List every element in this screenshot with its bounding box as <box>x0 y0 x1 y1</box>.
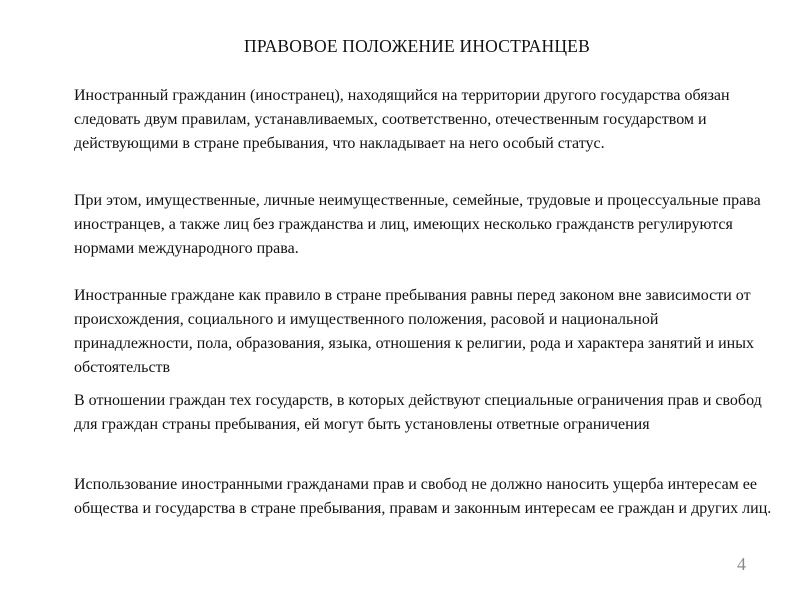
slide-title: ПРАВОВОЕ ПОЛОЖЕНИЕ ИНОСТРАНЦЕВ <box>244 36 590 56</box>
page-number: 4 <box>737 554 746 574</box>
paragraph-equality-before-law: Иностранные граждане как правило в стране пребывания равны перед законом вне зависимости от происхождения, социального и имущественного положения, расовой и национальной принадлежности, пола, образования, языка, отношения к религии, рода и характера занятий и иных обстоятельств <box>74 287 754 376</box>
paragraph-reciprocal-restrictions: В отношении граждан тех государств, в которых действуют специальные ограничения прав и свобод для граждан страны пребывания, ей могут быть установлены ответные ограничения <box>74 392 762 433</box>
paragraph-foreign-citizen-rules: Иностранный гражданин (иностранец), находящийся на территории другого государства обязан следовать двум правилам, устанавливаемых, соответственно, отечественным государством и действующими в стране пребывания, что накладывает на него особый статус. <box>74 87 730 152</box>
paragraph-international-law: При этом, имущественные, личные неимущественные, семейные, трудовые и процессуальные права иностранцев, а также лиц без гражданства и лиц, имеющих несколько гражданств регулируются нормами международного права. <box>74 192 761 257</box>
paragraph-exercise-of-rights: Использование иностранными гражданами прав и свобод не должно наносить ущерба интересам ее общества и государства в стране пребывания, правам и законным интересам ее граждан и других лиц. <box>74 476 772 517</box>
